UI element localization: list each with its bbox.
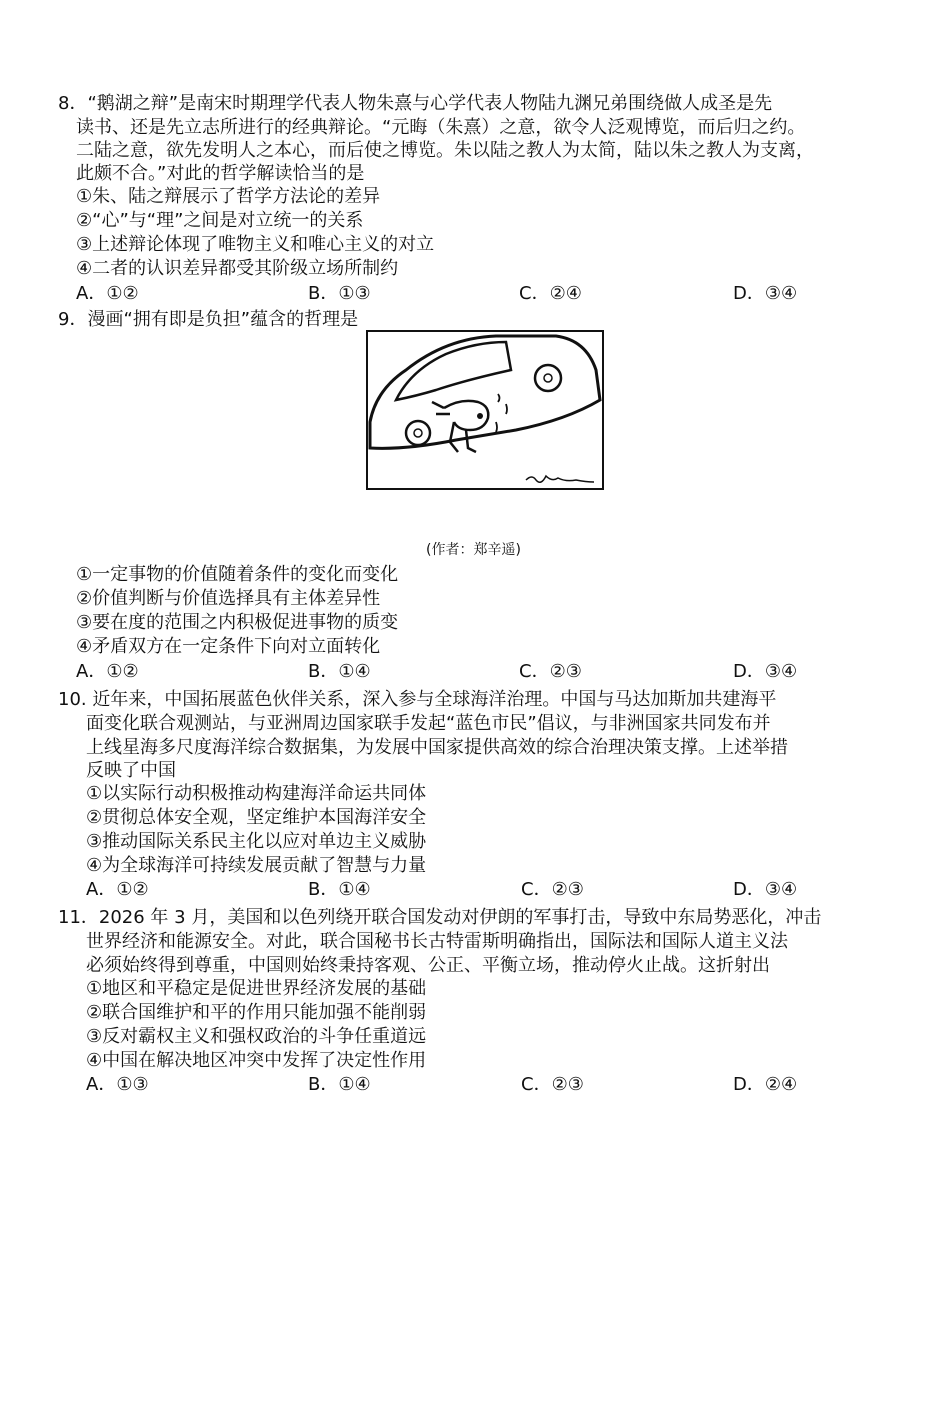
q9-item-2: ②价值判断与价值选择具有主体差异性	[76, 588, 381, 609]
q11-stem-line-2: 世界经济和能源安全。对此，联合国秘书长古特雷斯明确指出，国际法和国际人道主义法	[86, 931, 788, 952]
q11-item-4: ④中国在解决地区冲突中发挥了决定性作用	[86, 1050, 427, 1071]
q10-item-3: ③推动国际关系民主化以应对单边主义威胁	[86, 831, 427, 852]
q9-stem-line-1: 9．漫画“拥有即是负担”蕴含的哲理是	[58, 309, 359, 330]
q9-option-a: A．①②	[76, 661, 139, 682]
q9-option-b: B．①④	[308, 661, 371, 682]
q8-stem-line-1: 8．“鹅湖之辩”是南宋时期理学代表人物朱熹与心学代表人物陆九渊兄弟围绕做人成圣是先	[58, 93, 773, 114]
q10-item-2: ②贯彻总体安全观，坚定维护本国海洋安全	[86, 807, 427, 828]
q10-stem-line-1: 10. 近年来，中国拓展蓝色伙伴关系，深入参与全球海洋治理。中国与马达加斯加共建海平	[58, 689, 777, 710]
q8-option-a: A．①②	[76, 283, 139, 304]
q10-stem-line-3: 上线星海多尺度海洋综合数据集，为发展中国家提供高效的综合治理决策支撑。上述举措	[86, 737, 788, 758]
q9-item-1: ①一定事物的价值随着条件的变化而变化	[76, 564, 399, 585]
q8-stem-line-3: 二陆之意，欲先发明人之本心，而后使之博览。朱以陆之教人为太简，陆以朱之教人为支离，	[76, 140, 814, 161]
q11-option-c: C．②③	[521, 1074, 584, 1095]
q11-item-2: ②联合国维护和平的作用只能加强不能削弱	[86, 1002, 427, 1023]
q9-option-c: C．②③	[519, 661, 582, 682]
q8-option-b: B．①③	[308, 283, 371, 304]
q10-item-4: ④为全球海洋可持续发展贡献了智慧与力量	[86, 855, 427, 876]
q8-item-1: ①朱、陆之辩展示了哲学方法论的差异	[76, 186, 381, 207]
q10-stem-line-4: 反映了中国	[86, 760, 176, 781]
q10-stem-line-2: 面变化联合观测站，与亚洲周边国家联手发起“蓝色市民”倡议，与非洲国家共同发布并	[86, 713, 771, 734]
cartoon-image	[366, 330, 604, 490]
q11-item-1: ①地区和平稳定是促进世界经济发展的基础	[86, 978, 427, 999]
q11-option-a: A．①③	[86, 1074, 149, 1095]
q11-item-3: ③反对霸权主义和强权政治的斗争任重道远	[86, 1026, 427, 1047]
q10-option-c: C．②③	[521, 879, 584, 900]
q8-option-c: C．②④	[519, 283, 582, 304]
q11-stem-line-3: 必须始终得到尊重，中国则始终秉持客观、公正、平衡立场，推动停火止战。这折射出	[86, 955, 770, 976]
q8-option-d: D．③④	[733, 283, 798, 304]
q8-stem-line-4: 此颇不合。”对此的哲学解读恰当的是	[76, 163, 365, 184]
q9-item-4: ④矛盾双方在一定条件下向对立面转化	[76, 636, 381, 657]
cartoon-caption: (作者：郑辛遥)	[426, 542, 521, 558]
q11-stem-line-1: 11．2026 年 3 月，美国和以色列绕开联合国发动对伊朗的军事打击，导致中东局势恶化，冲击	[58, 907, 822, 928]
q11-option-b: B．①④	[308, 1074, 371, 1095]
q8-item-3: ③上述辩论体现了唯物主义和唯心主义的对立	[76, 234, 435, 255]
q9-item-3: ③要在度的范围之内积极促进事物的质变	[76, 612, 399, 633]
q8-item-4: ④二者的认识差异都受其阶级立场所制约	[76, 258, 399, 279]
q8-stem-line-2: 读书、还是先立志所进行的经典辩论。“元晦（朱熹）之意，欲令人泛观博览，而后归之约。	[76, 117, 806, 138]
q8-item-2: ②“心”与“理”之间是对立统一的关系	[76, 210, 364, 231]
q10-option-b: B．①④	[308, 879, 371, 900]
q9-option-d: D．③④	[733, 661, 798, 682]
q10-item-1: ①以实际行动积极推动构建海洋命运共同体	[86, 783, 427, 804]
q10-option-d: D．③④	[733, 879, 798, 900]
q11-option-d: D．②④	[733, 1074, 798, 1095]
q10-option-a: A．①②	[86, 879, 149, 900]
